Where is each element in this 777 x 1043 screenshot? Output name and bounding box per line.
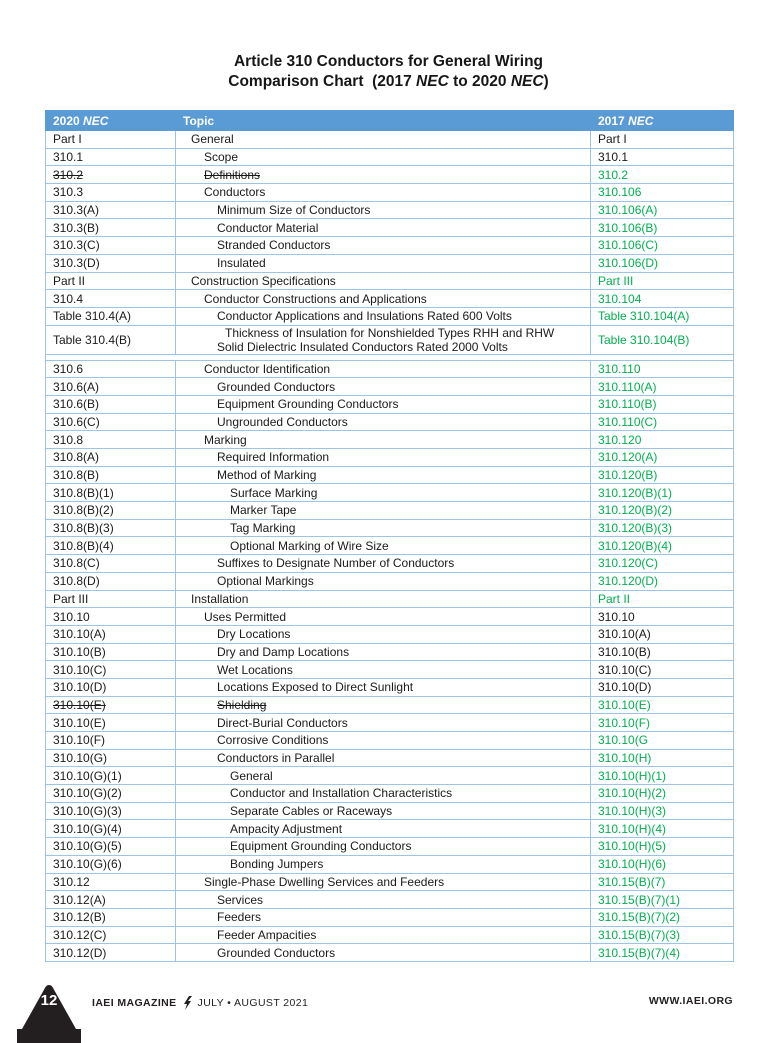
table-row (46, 732, 734, 750)
cell-topic: Shielding (176, 696, 591, 714)
cell-2020-nec: 310.12(C) (46, 926, 176, 944)
cell-2017-nec: Part I (591, 131, 734, 149)
table-row (46, 855, 734, 873)
lightning-bolt-icon (183, 996, 192, 1010)
table-row (46, 873, 734, 891)
cell-2017-nec: 310.10(H)(2) (591, 785, 734, 803)
cell-2020-nec: 310.3(D) (46, 254, 176, 272)
cell-topic: Optional Markings (176, 572, 591, 590)
table-row (46, 290, 734, 308)
cell-2017-nec: 310.10(H)(1) (591, 767, 734, 785)
cell-2020-nec: 310.10(G)(1) (46, 767, 176, 785)
cell-2020-nec: 310.10(G)(4) (46, 820, 176, 838)
cell-2020-nec: 310.8 (46, 431, 176, 449)
table-row (46, 148, 734, 166)
table-row (46, 360, 734, 378)
cell-2017-nec: 310.10(H) (591, 749, 734, 767)
table-row (46, 926, 734, 944)
cell-2017-nec: 310.10(C) (591, 661, 734, 679)
cell-2017-nec: 310.10(G (591, 732, 734, 750)
cell-2020-nec: 310.10(A) (46, 625, 176, 643)
issue-date: JULY • AUGUST 2021 (197, 997, 309, 1009)
cell-topic: Minimum Size of Conductors (176, 201, 591, 219)
cell-topic: General (176, 767, 591, 785)
cell-topic: Method of Marking (176, 466, 591, 484)
cell-2017-nec: 310.2 (591, 166, 734, 184)
table-row (46, 555, 734, 573)
table-row (46, 449, 734, 467)
table-row (46, 254, 734, 272)
table-row (46, 325, 734, 354)
cell-2020-nec: 310.10(G) (46, 749, 176, 767)
cell-2017-nec: Table 310.104(A) (591, 307, 734, 325)
cell-topic: Equipment Grounding Conductors (176, 838, 591, 856)
cell-topic: Ungrounded Conductors (176, 413, 591, 431)
table-row (46, 891, 734, 909)
cell-2020-nec: 310.2 (46, 166, 176, 184)
cell-2017-nec: 310.110(A) (591, 378, 734, 396)
footer-magazine-line (92, 995, 308, 1011)
table-row (46, 131, 734, 149)
cell-2020-nec: Table 310.4(A) (46, 307, 176, 325)
cell-2020-nec: 310.8(B)(3) (46, 519, 176, 537)
cell-2017-nec: 310.104 (591, 290, 734, 308)
cell-2020-nec: 310.10(C) (46, 661, 176, 679)
cell-2017-nec: 310.10(D) (591, 678, 734, 696)
cell-topic: Insulated (176, 254, 591, 272)
cell-topic: Dry Locations (176, 625, 591, 643)
cell-topic: Required Information (176, 449, 591, 467)
cell-topic: Conductor Material (176, 219, 591, 237)
cell-topic: Conductor Applications and Insulations Rated 600 Volts (176, 307, 591, 325)
cell-2017-nec: 310.110(B) (591, 395, 734, 413)
cell-2020-nec: 310.10(G)(5) (46, 838, 176, 856)
cell-topic: Equipment Grounding Conductors (176, 395, 591, 413)
table-row (46, 767, 734, 785)
cell-2017-nec: 310.1 (591, 148, 734, 166)
table-row (46, 572, 734, 590)
cell-topic: Marking (176, 431, 591, 449)
table-row (46, 838, 734, 856)
cell-2020-nec: 310.3(A) (46, 201, 176, 219)
table-row (46, 537, 734, 555)
table-row (46, 395, 734, 413)
cell-2017-nec: 310.106(D) (591, 254, 734, 272)
cell-2017-nec: 310.15(B)(7)(3) (591, 926, 734, 944)
cell-2020-nec: 310.12 (46, 873, 176, 891)
cell-topic: Definitions (176, 166, 591, 184)
cell-2017-nec: 310.120(B) (591, 466, 734, 484)
cell-topic: Conductors (176, 184, 591, 202)
cell-topic: Bonding Jumpers (176, 855, 591, 873)
table-row (46, 714, 734, 732)
cell-2020-nec: 310.8(B)(1) (46, 484, 176, 502)
page-number: 12 (40, 992, 58, 1009)
website-url: WWW.IAEI.ORG (648, 995, 733, 1007)
cell-2020-nec: 310.8(B)(2) (46, 502, 176, 520)
page-title (0, 52, 777, 92)
cell-topic: Single-Phase Dwelling Services and Feeders (176, 873, 591, 891)
table-row (46, 413, 734, 431)
cell-2020-nec: 310.10(F) (46, 732, 176, 750)
cell-2017-nec: 310.10 (591, 608, 734, 626)
cell-topic: Feeders (176, 908, 591, 926)
table-row (46, 272, 734, 290)
cell-2017-nec: 310.15(B)(7)(4) (591, 944, 734, 962)
cell-topic: Grounded Conductors (176, 944, 591, 962)
cell-topic: Stranded Conductors (176, 237, 591, 255)
topic-line-1: Thickness of Insulation for Nonshielded Types RHH and RHW (225, 325, 555, 340)
table-row (46, 608, 734, 626)
cell-topic: Grounded Conductors (176, 378, 591, 396)
table-row (46, 749, 734, 767)
cell-2020-nec: 310.10(D) (46, 678, 176, 696)
comparison-table (45, 110, 734, 962)
title-line-2: Comparison Chart (2017 NEC to 2020 NEC) (228, 73, 549, 90)
cell-2017-nec: Part III (591, 272, 734, 290)
table-row (46, 908, 734, 926)
cell-2020-nec: 310.3(B) (46, 219, 176, 237)
cell-topic: Direct-Burial Conductors (176, 714, 591, 732)
cell-2017-nec: 310.10(B) (591, 643, 734, 661)
cell-topic: Marker Tape (176, 502, 591, 520)
header-2017-nec: 2017 NEC (591, 111, 734, 131)
table-row (46, 944, 734, 962)
cell-topic: Dry and Damp Locations (176, 643, 591, 661)
table-row (46, 802, 734, 820)
table-row (46, 625, 734, 643)
cell-topic: Construction Specifications (176, 272, 591, 290)
table-row (46, 184, 734, 202)
title-line-1: Article 310 Conductors for General Wiring (233, 53, 544, 70)
cell-2020-nec: 310.12(D) (46, 944, 176, 962)
cell-2017-nec: 310.15(B)(7) (591, 873, 734, 891)
table-row (46, 590, 734, 608)
cell-2020-nec: 310.10(B) (46, 643, 176, 661)
page-footer (0, 978, 777, 1024)
cell-2017-nec: 310.120(B)(1) (591, 484, 734, 502)
table-row (46, 307, 734, 325)
cell-2017-nec: 310.120 (591, 431, 734, 449)
cell-2017-nec: 310.120(C) (591, 555, 734, 573)
cell-topic: Scope (176, 148, 591, 166)
cell-topic: Feeder Ampacities (176, 926, 591, 944)
cell-2020-nec: 310.8(D) (46, 572, 176, 590)
cell-2017-nec: 310.106(A) (591, 201, 734, 219)
cell-2017-nec: 310.10(A) (591, 625, 734, 643)
cell-2020-nec: 310.6 (46, 360, 176, 378)
cell-2020-nec: 310.10(G)(2) (46, 785, 176, 803)
cell-topic: Conductor Constructions and Applications (176, 290, 591, 308)
cell-topic: Separate Cables or Raceways (176, 802, 591, 820)
cell-topic: General (176, 131, 591, 149)
table-row (46, 502, 734, 520)
table-row (46, 820, 734, 838)
header-topic: Topic (176, 111, 591, 131)
cell-2020-nec: 310.10(G)(6) (46, 855, 176, 873)
cell-2017-nec: 310.110(C) (591, 413, 734, 431)
cell-topic: Surface Marking (176, 484, 591, 502)
cell-2020-nec: 310.12(A) (46, 891, 176, 909)
cell-2020-nec: 310.3(C) (46, 237, 176, 255)
cell-2020-nec: 310.6(A) (46, 378, 176, 396)
table-row (46, 466, 734, 484)
cell-topic: Conductors in Parallel (176, 749, 591, 767)
table-row (46, 678, 734, 696)
cell-topic: Conductor Identification (176, 360, 591, 378)
cell-topic: Wet Locations (176, 661, 591, 679)
cell-2017-nec: 310.106(B) (591, 219, 734, 237)
cell-2017-nec: 310.106(C) (591, 237, 734, 255)
cell-2020-nec: 310.8(A) (46, 449, 176, 467)
cell-2017-nec: 310.106 (591, 184, 734, 202)
table-row (46, 219, 734, 237)
cell-topic: Installation (176, 590, 591, 608)
cell-2017-nec: Table 310.104(B) (591, 325, 734, 354)
topic-line-2: Solid Dielectric Insulated Conductors Rated 2000 Volts (217, 339, 508, 354)
cell-2017-nec: 310.120(B)(3) (591, 519, 734, 537)
cell-topic: Tag Marking (176, 519, 591, 537)
cell-2020-nec: 310.4 (46, 290, 176, 308)
table-row (46, 166, 734, 184)
table-row (46, 519, 734, 537)
cell-2017-nec: 310.10(E) (591, 696, 734, 714)
cell-2020-nec: 310.10(E) (46, 714, 176, 732)
table-row (46, 785, 734, 803)
cell-2017-nec: 310.10(H)(4) (591, 820, 734, 838)
cell-topic: Corrosive Conditions (176, 732, 591, 750)
table-row (46, 484, 734, 502)
cell-2017-nec: 310.120(B)(2) (591, 502, 734, 520)
magazine-name: IAEI MAGAZINE (92, 997, 177, 1009)
cell-2017-nec: 310.15(B)(7)(2) (591, 908, 734, 926)
cell-2020-nec: Part I (46, 131, 176, 149)
cell-2020-nec: 310.6(B) (46, 395, 176, 413)
cell-2017-nec: 310.110 (591, 360, 734, 378)
cell-topic: Uses Permitted (176, 608, 591, 626)
cell-topic: Ampacity Adjustment (176, 820, 591, 838)
cell-2020-nec: 310.6(C) (46, 413, 176, 431)
cell-2017-nec: 310.10(H)(6) (591, 855, 734, 873)
cell-2020-nec: 310.1 (46, 148, 176, 166)
cell-2020-nec: Part II (46, 272, 176, 290)
cell-2017-nec: 310.10(H)(3) (591, 802, 734, 820)
cell-2017-nec: 310.120(A) (591, 449, 734, 467)
cell-2017-nec: 310.120(D) (591, 572, 734, 590)
cell-2020-nec: Part III (46, 590, 176, 608)
table-row (46, 378, 734, 396)
cell-2020-nec: 310.3 (46, 184, 176, 202)
cell-2020-nec: 310.8(B)(4) (46, 537, 176, 555)
cell-2020-nec: 310.10(G)(3) (46, 802, 176, 820)
cell-2020-nec: 310.8(C) (46, 555, 176, 573)
cell-topic: Services (176, 891, 591, 909)
cell-2020-nec: 310.10(E) (46, 696, 176, 714)
table-row (46, 237, 734, 255)
cell-2020-nec: 310.12(B) (46, 908, 176, 926)
cell-2020-nec: 310.10 (46, 608, 176, 626)
cell-2017-nec: 310.10(F) (591, 714, 734, 732)
cell-2020-nec: Table 310.4(B) (46, 325, 176, 354)
cell-2017-nec: 310.10(H)(5) (591, 838, 734, 856)
table-header-row (46, 111, 734, 131)
cell-2017-nec: 310.15(B)(7)(1) (591, 891, 734, 909)
table-row (46, 431, 734, 449)
cell-2017-nec: 310.120(B)(4) (591, 537, 734, 555)
cell-topic: Suffixes to Designate Number of Conductors (176, 555, 591, 573)
cell-2020-nec: 310.8(B) (46, 466, 176, 484)
table-row (46, 696, 734, 714)
cell-2017-nec: Part II (591, 590, 734, 608)
table-row (46, 643, 734, 661)
header-2020-nec: 2020 NEC (46, 111, 176, 131)
cell-topic: Optional Marking of Wire Size (176, 537, 591, 555)
table-row (46, 661, 734, 679)
cell-topic (176, 325, 591, 354)
cell-topic: Locations Exposed to Direct Sunlight (176, 678, 591, 696)
cell-topic: Conductor and Installation Characteristics (176, 785, 591, 803)
table-row (46, 201, 734, 219)
